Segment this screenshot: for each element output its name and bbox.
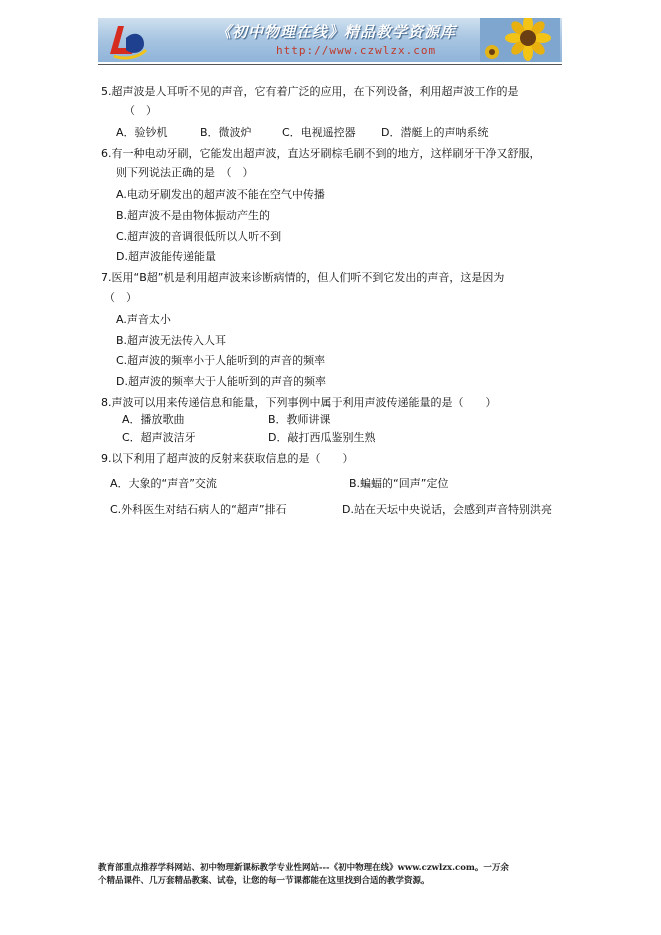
question-5-option-a: A．验钞机 (116, 126, 168, 139)
banner-url: http://www.czwlzx.com (276, 44, 437, 57)
site-logo-icon (104, 20, 148, 60)
question-9-option-c: C.外科医生对结石病人的“超声”排石 (110, 503, 287, 516)
question-7-stem: 7.医用“B超”机是利用超声波来诊断病情的，但人们听不到它发出的声音，这是因为 (101, 271, 505, 284)
question-9-option-a: A．大象的“声音”交流 (110, 477, 217, 490)
question-8-option-b: B．教师讲课 (268, 413, 331, 426)
question-5-option-d: D．潜艇上的声呐系统 (381, 126, 489, 139)
question-9-option-d: D.站在天坛中央说话，会感到声音特别洪亮 (342, 503, 552, 516)
question-6-option-c: C.超声波的音调很低所以人听不到 (116, 230, 282, 243)
question-8-option-d: D．敲打西瓜鉴别生熟 (268, 431, 376, 444)
sunflower-icon (480, 18, 560, 62)
page-footer (98, 862, 568, 888)
banner-title: 《初中物理在线》精品教学资源库 (216, 23, 457, 41)
question-9-option-b: B.蝙蝠的“回声”定位 (349, 477, 449, 490)
footer-line-2: 个精品课件、几万套精品教案、试卷，让您的每一节课都能在这里找到合适的教学资源。 (98, 876, 430, 886)
question-7-option-b: B.超声波无法传入人耳 (116, 334, 227, 347)
question-6-stem: 6.有一种电动牙刷，它能发出超声波，直达牙刷棕毛刷不到的地方，这样刷牙干净又舒服， (101, 147, 541, 160)
question-7-blank: （ ） (104, 291, 137, 304)
question-6-option-a: A.电动牙刷发出的超声波不能在空气中传播 (116, 188, 325, 201)
question-8-stem: 8.声波可以用来传递信息和能量，下列事例中属于利用声波传递能量的是（ ） (101, 396, 497, 409)
question-8-option-a: A．播放歌曲 (122, 413, 185, 426)
question-7-option-a: A.声音太小 (116, 313, 171, 326)
question-5-option-c: C．电视遥控器 (282, 126, 356, 139)
question-6-stem-line2: 则下列说法正确的是 （ ） (116, 166, 254, 179)
question-6-option-d: D.超声波能传递能量 (116, 250, 216, 263)
question-5-blank: （ ） (124, 104, 157, 117)
question-5-stem: 5.超声波是人耳听不见的声音，它有着广泛的应用，在下列设备，利用超声波工作的是 (101, 85, 519, 98)
question-5-option-b: B．微波炉 (200, 126, 252, 139)
question-7-option-d: D.超声波的频率大于人能听到的声音的频率 (116, 375, 326, 388)
header-rule (98, 64, 562, 65)
question-7-option-c: C.超声波的频率小于人能听到的声音的频率 (116, 354, 326, 367)
question-9-stem: 9.以下利用了超声波的反射来获取信息的是（ ） (101, 452, 354, 465)
question-6-option-b: B.超声波不是由物体振动产生的 (116, 209, 271, 222)
footer-line-1: 教育部重点推荐学科网站、初中物理新课标教学专业性网站---《初中物理在线》www.czwlzx.com。一万余 (98, 863, 509, 873)
header-banner (98, 18, 562, 62)
question-8-option-c: C．超声波洁牙 (122, 431, 196, 444)
